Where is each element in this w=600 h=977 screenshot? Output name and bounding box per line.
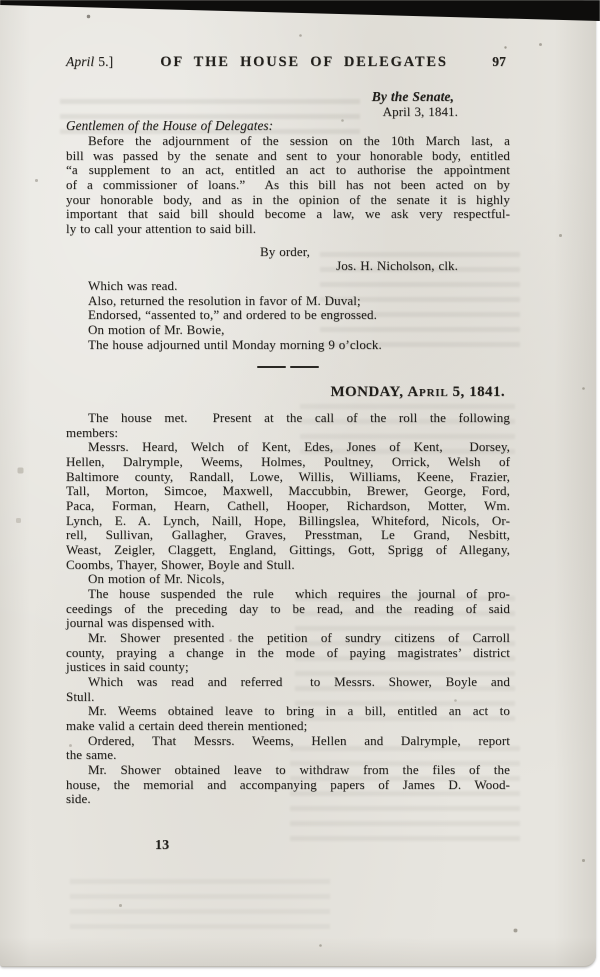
paragraph [66,587,510,631]
page-number: 97 [492,54,506,69]
text-line: ceedings of the preceding day to be read, and the reading of said [66,600,510,616]
text-line: the same. [66,747,117,763]
text-line: your honorable body, and as in the opinion of the senate it is highly [66,191,510,207]
text-line: Baltimore county, Randall, Lowe, Willis, Williams, Keene, Frazier, [66,468,510,484]
text-line: of a commissioner of loans.” As this bill has not been acted on by [66,176,510,192]
text-line: Stull. [66,688,95,704]
paragraph [66,411,510,440]
text-line: The house adjourned until Monday morning 9 o’clock. [88,336,382,352]
text-line: Which was read and referred to Messrs. Shower, Boyle and [88,673,510,689]
text-line: ly to call your attention to said bill. [66,220,257,236]
text-line: “a supplement to an act, entitled an act to authorise the appointment [66,162,510,178]
running-head-title: OF THE HOUSE OF DELEGATES [160,54,448,70]
text-line: Which was read. [88,277,178,293]
running-head [66,55,510,77]
text-line: Before the adjournment of the session on the 10th March last, a [88,132,510,148]
paragraph [66,631,510,675]
paragraph [66,734,510,763]
text-line: On motion of Mr. Bowie, [88,321,225,337]
paragraph [66,572,510,587]
text-line: Hellen, Dalrymple, Weems, Holmes, Poultney, Orrick, Welsh of [66,454,510,470]
paragraph [66,440,510,572]
clerk-signature: Jos. H. Nicholson, clk. [336,258,458,274]
text-line: Lynch, E. A. Lynch, Naill, Hope, Billingslea, Whiteford, Nicols, Or- [66,512,510,528]
text-line: Mr. Shower presented the petition of sundry citizens of Carroll [88,630,510,645]
text-line: journal was dispensed with. [66,615,215,631]
text-line: Ordered, That Messrs. Weems, Hellen and Dalrymple, report [88,732,510,748]
text-line: Also, returned the resolution in favor of M. Duval; [88,292,361,308]
text-line: justices in said county; [66,659,189,675]
session-heading: MONDAY, April 5, 1841. [330,384,505,401]
text-line: rell, Sullivan, Gallagher, Graves, Presstman, Le Grand, Nesbitt, [66,527,510,543]
text-line: side. [66,791,91,807]
text-line: Endorsed, “assented to,” and ordered to be engrossed. [88,307,377,323]
printed-text-column [66,55,510,854]
senate-message-date: April 3, 1841. [382,103,458,119]
text-line: members: [66,424,119,440]
text-line: Mr. Weems obtained leave to bring in a bill, entitled an act to [88,703,510,719]
text-line: make valid a certain deed therein mentioned; [66,717,308,733]
senate-byline: By the Senate, [371,89,454,104]
text-line: Mr. Shower obtained leave to withdraw from the files of the [88,761,510,777]
house-actions [66,279,510,352]
text-line: Tall, Morton, Simcoe, Maxwell, Maccubbin, Brewer, George, Ford, [66,483,510,499]
text-line: Paca, Forman, Hearn, Cathell, Hooper, Richardson, Motter, Wm. [66,498,510,514]
text-line: Coombs, Thayer, Shower, Boyle and Stull. [66,556,295,572]
running-head-date: April 5.] [66,54,114,69]
paragraph [66,704,510,733]
text-line: house, the memorial and accompanying papers of James D. Wood- [66,776,510,792]
senate-message-body [66,134,510,237]
text-line: On motion of Mr. Nicols, [88,571,225,587]
text-line: Weast, Zeigler, Claggett, England, Gittings, Gott, Sprigg of Allegany, [66,542,510,558]
text-line: bill was passed by the senate and sent to your honorable body, entitled [66,147,510,163]
text-line: The house met. Present at the call of the roll the following [88,410,510,426]
printers-signature-mark: 13 [155,837,170,853]
section-divider [66,365,510,368]
text-line: Messrs. Heard, Welch of Kent, Edes, Jones of Kent, Dorsey, [88,439,510,455]
text-line: important that said bill should become a law, we ask very respectful- [66,206,510,222]
closing-by-order: By order, [260,243,310,259]
paragraph [66,763,510,807]
text-line: The house suspended the rule which requires the journal of pro- [88,586,510,602]
text-line: county, praying a change in the mode of paying magistrates’ district [66,644,510,660]
show-through-smudge [70,875,330,930]
salutation: Gentlemen of the House of Delegates: [66,118,274,134]
session-paragraphs [66,411,510,807]
paragraph [66,675,510,704]
